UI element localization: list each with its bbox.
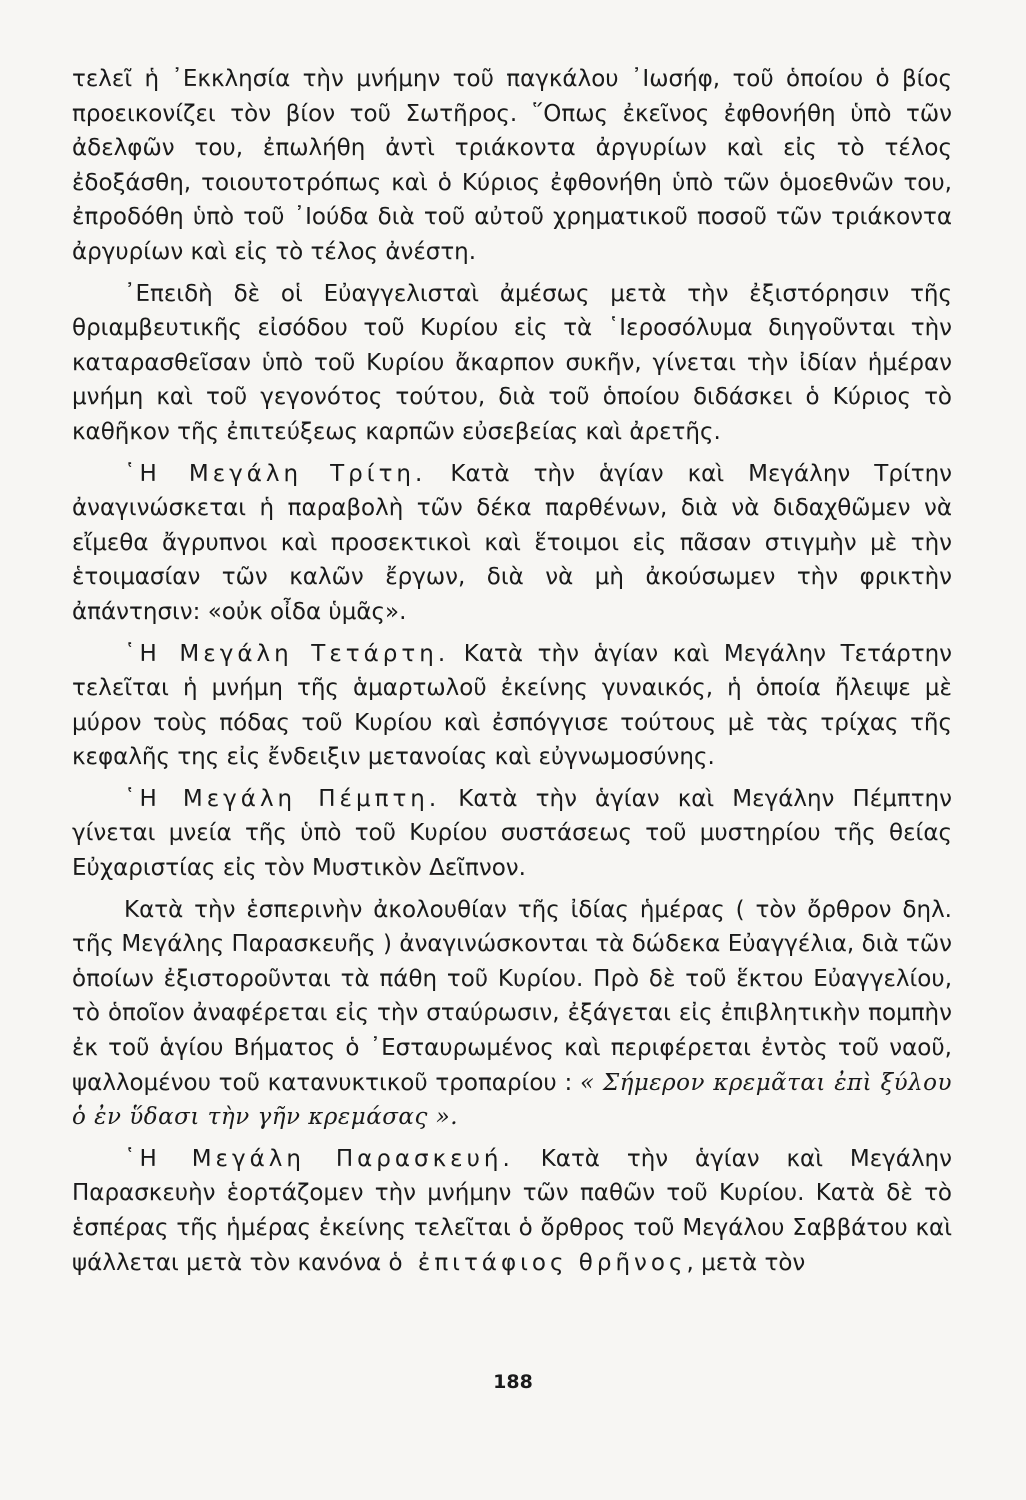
paragraph-great-tuesday: [72, 457, 952, 630]
paragraph-1: [72, 62, 952, 270]
paragraph-great-thursday: [72, 782, 952, 886]
paragraph-great-friday: [72, 1142, 952, 1280]
section-title-great-thursday: ῾Η Μεγάλη Πέμπτη.: [124, 785, 441, 812]
paragraph-great-wednesday: [72, 637, 952, 775]
paragraph-great-thursday-text: Κατὰ τὴν ἁγίαν καὶ Μεγάλην Πέμπτην γίνεται μνεία τῆς ὑπὸ τοῦ Κυρίου συστάσεως τοῦ μυστηρίου τῆς θείας Εὐχαριστίας εἰς τὸν Μυστικὸν Δεῖπνον.: [72, 785, 952, 882]
section-title-great-friday: ῾Η Μεγάλη Παρασκευή.: [124, 1145, 514, 1172]
page-number: 188: [493, 1371, 533, 1393]
paragraph-great-tuesday-text: Κατὰ τὴν ἁγίαν καὶ Μεγάλην Τρίτην ἀναγινώσκεται ἡ παραβολὴ τῶν δέκα παρθένων, διὰ νὰ διδαχθῶμεν νὰ εἴμεθα ἄγρυπνοι καὶ προσεκτικοὶ καὶ ἕτοιμοι εἰς πᾶσαν στιγμὴν μὲ τὴν ἑτοιμασίαν τῶν καλῶν ἔργων, διὰ νὰ μὴ ἀκούσωμεν τὴν φρικτὴν ἀπάντησιν: «οὐκ οἶδα ὑμᾶς».: [72, 460, 952, 625]
paragraph-2-text: ᾽Επειδὴ δὲ οἱ Εὐαγγελισταὶ ἀμέσως μετὰ τὴν ἐξιστόρησιν τῆς θριαμβευτικῆς εἰσόδου τοῦ Κυρίου εἰς τὰ ῾Ιεροσόλυμα διηγοῦνται τὴν καταρασθεῖσαν ὑπὸ τοῦ Κυρίου ἄκαρπον συκῆν, γίνεται τὴν ἰδίαν ἡμέραν μνήμη καὶ τοῦ γεγονότος τούτου, διὰ τοῦ ὁποίου διδάσκει ὁ Κύριος τὸ καθῆκον τῆς ἐπιτεύξεως καρπῶν εὐσεβείας καὶ ἀρετῆς.: [72, 280, 952, 445]
paragraph-twelve-gospels-text: Κατὰ τὴν ἑσπερινὴν ἀκολουθίαν τῆς ἰδίας ἡμέρας ( τὸν ὄρθρον δηλ. τῆς Μεγάλης Παρασκευῆς ) ἀναγινώσκονται τὰ δώδεκα Εὐαγγέλια, διὰ τῶν ὁποίων ἐξιστοροῦνται τὰ πάθη τοῦ Κυρίου. Πρὸ δὲ τοῦ ἕκτου Εὐαγγελίου, τὸ ὁποῖον ἀναφέρεται εἰς τὴν σταύρωσιν, ἐξάγεται εἰς ἐπιβλητικὴν πομπὴν ἐκ τοῦ ἁγίου Βήματος ὁ ᾽Εσταυρωμένος καὶ περιφέρεται ἐντὸς τοῦ ναοῦ, ψαλλομένου τοῦ κατανυκτικοῦ τροπαρίου :: [72, 896, 952, 1096]
paragraph-great-wednesday-text: Κατὰ τὴν ἁγίαν καὶ Μεγάλην Τετάρτην τελεῖται ἡ μνήμη τῆς ἁμαρτωλοῦ ἐκείνης γυναικός, ἡ ὁποία ἤλειψε μὲ μύρον τοὺς πόδας τοῦ Κυρίου καὶ ἐσπόγγισε τούτους μὲ τὰς τρίχας τῆς κεφαλῆς της εἰς ἔνδειξιν μετανοίας καὶ εὐγνωμοσύνης.: [72, 640, 952, 771]
paragraph-twelve-gospels: [72, 893, 952, 1135]
paragraph-1-text: τελεῖ ἡ ᾽Εκκλησία τὴν μνήμην τοῦ παγκάλου ᾽Ιωσήφ, τοῦ ὁποίου ὁ βίος προεικονίζει τὸν βίον τοῦ Σωτῆρος. ῞Οπως ἐκεῖνος ἐφθονήθη ὑπὸ τῶν ἀδελφῶν του, ἐπωλήθη ἀντὶ τριάκοντα ἀργυρίων καὶ εἰς τὸ τέλος ἐδοξάσθη, τοιουτοτρόπως καὶ ὁ Κύριος ἐφθονήθη ὑπὸ τῶν ὁμοεθνῶν του, ἐπροδόθη ὑπὸ τοῦ ᾽Ιούδα διὰ τοῦ αὐτοῦ χρηματικοῦ ποσοῦ τῶν τριάκοντα ἀργυρίων καὶ εἰς τὸ τέλος ἀνέστη.: [72, 66, 952, 265]
epitaphios-threnos-phrase: ὁ ἐπιτάφιος θρῆνος: [388, 1249, 687, 1276]
paragraph-great-friday-text-before: Κατὰ τὴν ἁγίαν καὶ Μεγάλην Παρασκευὴν ἑορτάζομεν τὴν μνήμην τῶν παθῶν τοῦ Κυρίου. Κατὰ δὲ τὸ ἑσπέρας τῆς ἡμέρας ἐκείνης τελεῖται ὁ ὄρθρος τοῦ Μεγάλου Σαββάτου καὶ ψάλλεται μετὰ τὸν κανόνα: [72, 1145, 952, 1276]
section-title-great-tuesday: ῾Η Μεγάλη Τρίτη.: [124, 460, 427, 487]
section-title-great-wednesday: ῾Η Μεγάλη Τετάρτη.: [124, 640, 450, 667]
troparion-quote: « Σήμερον κρεμᾶται ἐπὶ ξύλου ὁ ἐν ὕδασι τὴν γῆν κρεμάσας ».: [72, 1069, 952, 1131]
paragraph-2: [72, 277, 952, 450]
paragraph-great-friday-text-after: , μετὰ τὸν: [686, 1249, 806, 1276]
page-body: [72, 62, 952, 1287]
